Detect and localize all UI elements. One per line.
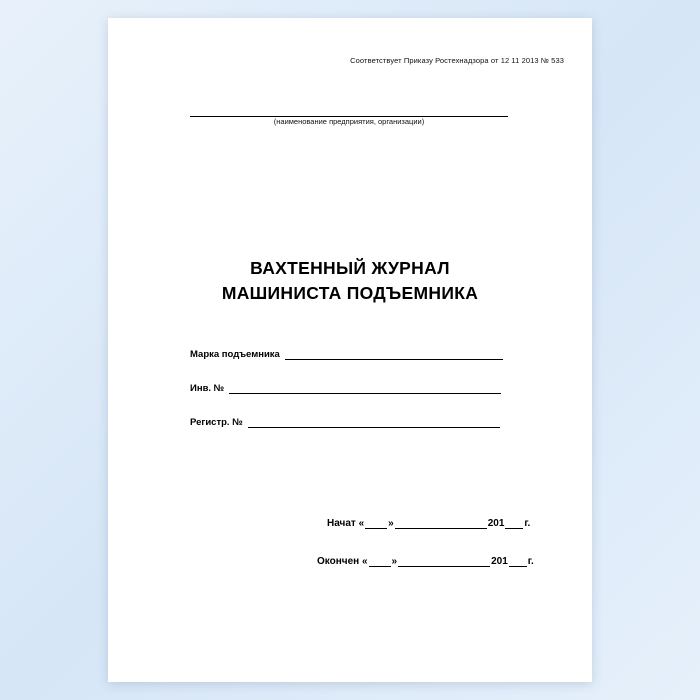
document-page	[108, 18, 592, 682]
field-label-brand: Марка подъемника	[190, 349, 280, 360]
date-day-rule-started	[365, 518, 387, 529]
field-rule-inventory-number	[229, 382, 501, 394]
date-quote-close-finished: »	[391, 556, 398, 567]
date-suffix-finished: г.	[527, 556, 534, 567]
page-title-line-2: МАШИНИСТА ПОДЪЕМНИКА	[221, 283, 479, 304]
field-row-inventory-number	[190, 382, 501, 394]
page-title	[108, 256, 592, 307]
date-label-started: Начат «	[327, 518, 365, 529]
date-row-finished	[316, 556, 535, 567]
date-suffix-started: г.	[524, 518, 531, 529]
date-month-rule-finished	[398, 556, 490, 567]
date-label-finished: Окончен «	[317, 556, 368, 567]
field-label-inventory-number: Инв. №	[190, 383, 225, 394]
date-year-prefix-started: 201	[487, 518, 505, 529]
organization-name-rule	[190, 102, 508, 117]
date-row-started	[326, 518, 531, 529]
date-day-rule-finished	[369, 556, 391, 567]
field-rule-registration-number	[248, 416, 500, 428]
organization-name-caption: (наименование предприятия, организации)	[273, 117, 425, 126]
field-row-registration-number	[190, 416, 500, 428]
date-quote-close-started: »	[388, 518, 394, 529]
page-title-line-1: ВАХТЕННЫЙ ЖУРНАЛ	[250, 258, 450, 278]
regulation-reference-text: Соответствует Приказу Ростехнадзора от 12 11 2013 № 533	[350, 56, 564, 65]
date-year-prefix-finished: 201	[491, 556, 508, 567]
field-label-registration-number: Регистр. №	[190, 417, 243, 428]
field-row-brand	[190, 348, 503, 360]
date-year-rule-finished	[509, 556, 527, 567]
date-year-rule-started	[505, 518, 523, 529]
field-rule-brand	[285, 348, 503, 360]
date-month-rule-started	[395, 518, 487, 529]
